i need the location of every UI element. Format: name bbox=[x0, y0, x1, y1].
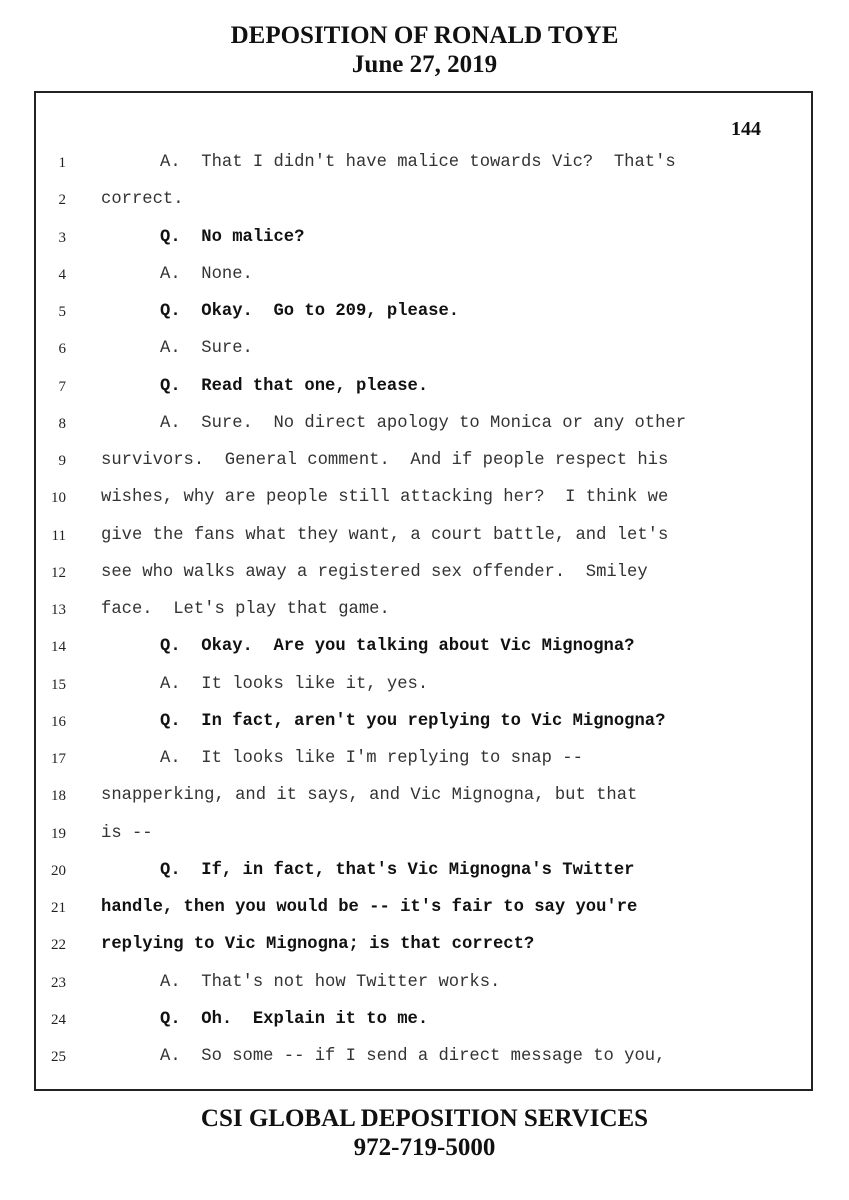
transcript-line bbox=[36, 712, 811, 749]
transcript-line bbox=[36, 228, 811, 265]
transcript-line bbox=[36, 488, 811, 525]
line-text: A. Sure. bbox=[160, 339, 253, 359]
transcript-line bbox=[36, 563, 811, 600]
transcript-page bbox=[34, 91, 813, 1091]
line-text: survivors. General comment. And if people respect his bbox=[101, 451, 669, 470]
line-text: wishes, why are people still attacking her? I think we bbox=[101, 488, 669, 508]
transcript-line bbox=[36, 339, 811, 376]
footer-company: CSI GLOBAL DEPOSITION SERVICES bbox=[200, 1105, 649, 1132]
line-number: 24 bbox=[51, 1011, 66, 1028]
line-text: A. That I didn't have malice towards Vic? That's bbox=[160, 153, 676, 172]
line-number: 18 bbox=[51, 788, 66, 805]
transcript-line bbox=[36, 414, 811, 451]
line-text: Q. Okay. Go to 209, please. bbox=[160, 302, 460, 321]
transcript-line bbox=[36, 935, 811, 972]
transcript-line bbox=[36, 973, 811, 1010]
line-number: 5 bbox=[58, 304, 66, 320]
line-text: A. That's not how Twitter works. bbox=[160, 972, 501, 992]
transcript-line bbox=[36, 302, 811, 339]
line-number: 25 bbox=[51, 1049, 66, 1065]
line-text: A. Sure. No direct apology to Monica or any other bbox=[160, 413, 687, 433]
line-number: 11 bbox=[51, 527, 66, 544]
deposition-title: DEPOSITION OF RONALD TOYE bbox=[230, 22, 619, 49]
line-text: give the fans what they want, a court battle, and let's bbox=[101, 525, 669, 545]
line-text: Q. Okay. Are you talking about Vic Mignogna? bbox=[160, 637, 635, 657]
line-text: Q. Read that one, please. bbox=[160, 376, 429, 396]
transcript-line bbox=[36, 1010, 811, 1047]
line-number: 8 bbox=[58, 415, 66, 432]
transcript-line bbox=[36, 786, 811, 823]
transcript-line bbox=[36, 190, 811, 227]
transcript-line bbox=[36, 637, 811, 674]
transcript-line bbox=[36, 451, 811, 488]
line-number: 13 bbox=[51, 602, 66, 618]
transcript-line bbox=[36, 824, 811, 861]
transcript-line bbox=[36, 526, 811, 563]
line-number: 15 bbox=[51, 676, 66, 693]
transcript-line bbox=[36, 675, 811, 712]
line-number: 7 bbox=[58, 378, 66, 395]
line-text: Q. Oh. Explain it to me. bbox=[160, 1009, 429, 1029]
transcript-line bbox=[36, 153, 811, 190]
line-number: 4 bbox=[58, 266, 66, 283]
line-number: 16 bbox=[51, 713, 66, 730]
page-number: 144 bbox=[731, 118, 761, 140]
line-number: 19 bbox=[51, 825, 66, 842]
line-text: A. So some -- if I send a direct message to you, bbox=[160, 1047, 666, 1066]
line-text: handle, then you would be -- it's fair to say you're bbox=[101, 898, 638, 917]
line-text: Q. In fact, aren't you replying to Vic Mignogna? bbox=[160, 711, 666, 731]
line-number: 23 bbox=[51, 974, 66, 991]
line-text: correct. bbox=[101, 190, 184, 210]
line-number: 1 bbox=[58, 155, 66, 171]
line-number: 6 bbox=[58, 341, 66, 358]
transcript-line bbox=[36, 1047, 811, 1084]
transcript-line bbox=[36, 600, 811, 637]
line-number: 3 bbox=[58, 229, 66, 246]
line-text: A. It looks like I'm replying to snap -- bbox=[160, 749, 583, 768]
line-number: 14 bbox=[51, 639, 66, 656]
transcript-line bbox=[36, 749, 811, 786]
line-number: 9 bbox=[58, 453, 66, 469]
transcript-line bbox=[36, 377, 811, 414]
line-number: 22 bbox=[51, 937, 66, 954]
deposition-date: June 27, 2019 bbox=[351, 51, 498, 78]
line-text: is -- bbox=[101, 823, 153, 843]
line-number: 12 bbox=[51, 564, 66, 581]
line-text: A. It looks like it, yes. bbox=[160, 674, 429, 694]
footer-phone: 972-719-5000 bbox=[353, 1134, 496, 1161]
line-text: replying to Vic Mignogna; is that correct? bbox=[101, 935, 535, 955]
line-number: 2 bbox=[58, 192, 66, 209]
line-number: 10 bbox=[51, 490, 66, 507]
line-number: 20 bbox=[51, 862, 66, 879]
line-number: 21 bbox=[51, 900, 66, 916]
line-text: Q. No malice? bbox=[160, 227, 305, 247]
line-text: A. None. bbox=[160, 264, 253, 284]
line-text: see who walks away a registered sex offender. Smiley bbox=[101, 562, 648, 582]
line-text: face. Let's play that game. bbox=[101, 600, 390, 619]
line-text: snapperking, and it says, and Vic Mignogna, but that bbox=[101, 786, 638, 806]
transcript-line bbox=[36, 861, 811, 898]
line-number: 17 bbox=[51, 751, 66, 767]
line-text: Q. If, in fact, that's Vic Mignogna's Twitter bbox=[160, 860, 635, 880]
transcript-line bbox=[36, 265, 811, 302]
transcript-line bbox=[36, 898, 811, 935]
